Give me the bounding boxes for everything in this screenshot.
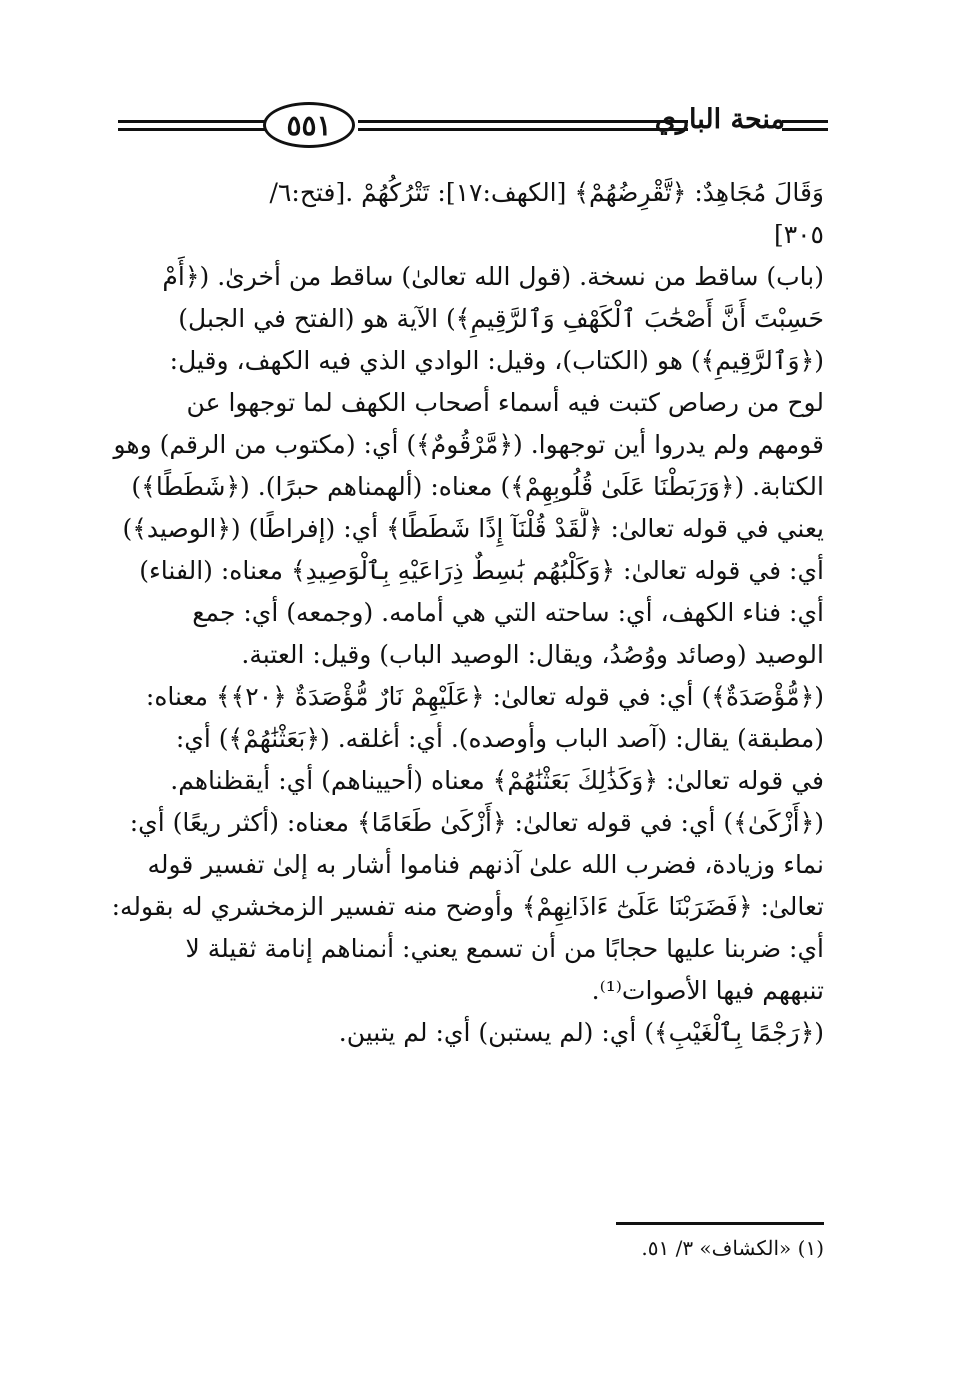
text-line: (﴿رَجْمًا بِٱلْغَيْبِ﴾) أي: (لم يستبن) أي: لم يتبين. [338, 1018, 824, 1047]
header-rule-middle [358, 120, 688, 134]
text-line: الوصيد (وصائد ووُصُدُ، ويقال: الوصيد الباب) وقيل: العتبة. [241, 640, 824, 669]
footnote-divider [616, 1222, 824, 1225]
text-line: (مطبقة) يقال: (آصد الباب وأوصده). أي: أغلقه. (﴿بَعَثْنَٰهُمْ﴾) أي: [175, 724, 824, 753]
text-line: أي: ضربنا عليها حجابًا من أن تسمع يعني: أنمناهم إنامة ثقيلة لا [185, 934, 824, 963]
text-line: (﴿مُّؤْصَدَةٌ﴾) أي: في قوله تعالىٰ: ﴿عَلَيْهِمْ نَارٌ مُّؤْصَدَةٌ ﴿٢٠﴾﴾ معناه: [145, 682, 824, 711]
text-line: وَقَالَ مُجَاهِدٌ: ﴿تَّقْرِضُهُمْ﴾ [الكهف:١٧]: تَتْرُكُهُمْ .[فتح:٦/ [269, 178, 824, 207]
text-line: (﴿وَٱلرَّقِيمِ﴾) هو (الكتاب)، وقيل: الوادي الذي فيه الكهف، وقيل: [169, 346, 824, 375]
body-text [110, 172, 824, 1054]
text-line: يعني في قوله تعالىٰ: ﴿لَّقَدْ قُلْنَآ إِذًا شَطَطًا﴾ أي: (إفراطًا) (﴿الوصيد﴾) [122, 514, 824, 543]
text-line: لوح من رصاص كتبت فيه أسماء أصحاب الكهف لما توجهوا عن [186, 388, 824, 417]
text-line: في قوله تعالىٰ: ﴿وَكَذَٰلِكَ بَعَثْنَٰهُمْ﴾ معناه (أحييناهم) أي: أيقظناهم. [170, 766, 824, 795]
text-line: حَسِبْتَ أَنَّ أَصْحَٰبَ ٱلْكَهْفِ وَٱلرَّقِيمِ﴾) الآية هو (الفتح في الجبل) [178, 304, 824, 333]
text-line: (﴿أَزْكَىٰ﴾) أي: في قوله تعالىٰ: ﴿أَزْكَىٰ طَعَامًا﴾ معناه: (أكثر ريعًا) أي: [129, 808, 824, 837]
text-line: أي: في قوله تعالىٰ: ﴿وَكَلْبُهُم بَٰسِطٌ ذِرَاعَيْهِ بِٱلْوَصِيدِ﴾ معناه: (الفناء) [139, 556, 824, 585]
text-line: (باب) ساقط من نسخة. (قول الله تعالىٰ) ساقط من أخرىٰ. (﴿أَمْ [162, 262, 824, 291]
text-line: تعالىٰ: ﴿فَضَرَبْنَا عَلَىٰٓ ءَاذَانِهِمْ﴾ وأوضح منه تفسير الزمخشري له بقوله: [111, 892, 824, 921]
header-rule-right [782, 120, 828, 134]
page-number: ٥٥١ [263, 102, 355, 148]
text-line: نماء وزيادة، فضرب الله علىٰ آذنهم فناموا أشار به إلىٰ تفسير قوله [147, 850, 824, 879]
text-line: ٣٠٥] [773, 220, 824, 249]
text-line: الكتابة. (﴿وَرَبَطْنَا عَلَىٰ قُلُوبِهِمْ﴾) معناه: (ألهمناهم حبرًا). (﴿شَطَطًا﴾) [131, 472, 824, 501]
text-line: تنبههم فيها الأصوات⁽¹⁾. [591, 976, 824, 1005]
footnote: (١) «الكشاف» ٣/ ٥١. [641, 1236, 824, 1260]
text-line: أي: فناء الكهف، أي: ساحته التي هي أمامه. (وجمعه) أي: جمع [192, 598, 824, 627]
text-line: قومهم ولم يدروا أين توجهوا. (﴿مَّرْقُومٌ﴾) أي: (مكتوب من الرقم) وهو [113, 430, 824, 459]
running-title: منحة الباري [654, 104, 785, 135]
header-rule-left [118, 120, 278, 134]
page-header [108, 100, 828, 160]
